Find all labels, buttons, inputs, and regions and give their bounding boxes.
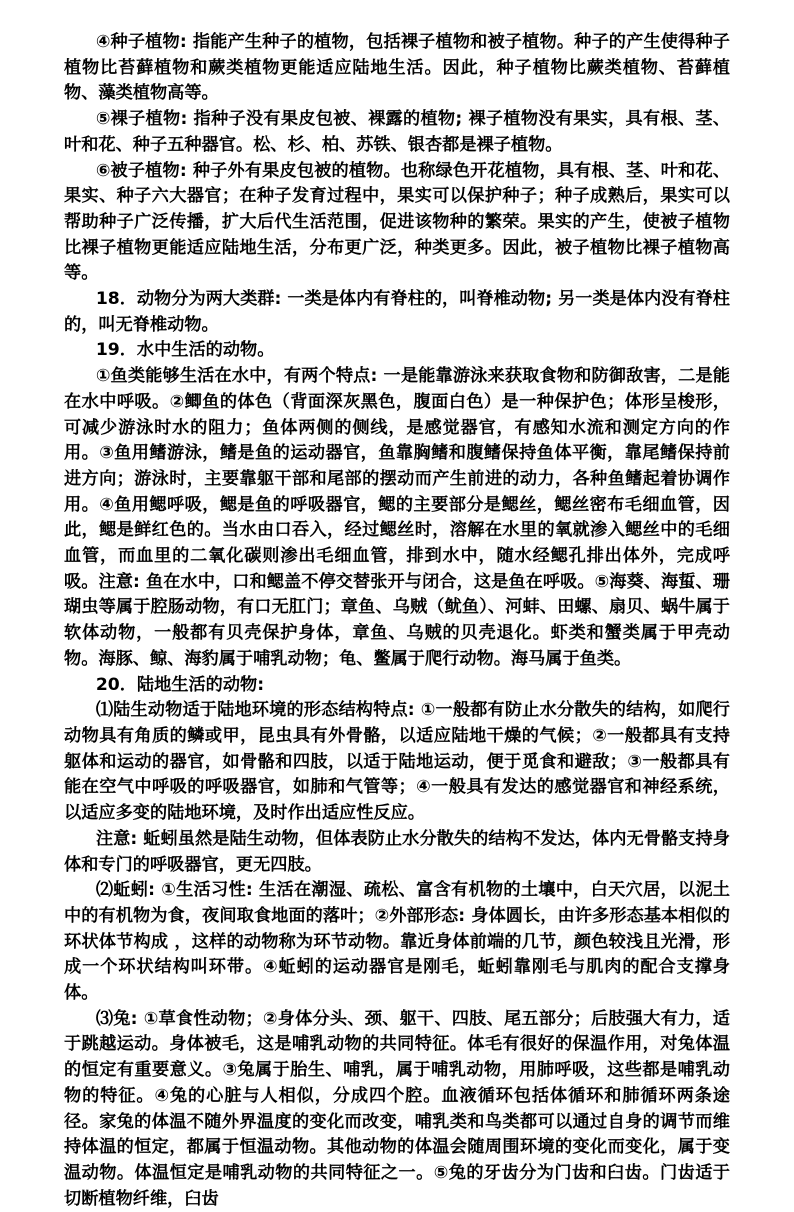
paragraph-gymnosperms: ⑤裸子植物: 指种子没有果皮包被、裸露的植物; 裸子植物没有果实，具有根、茎、叶和花、种子五种器官。松、杉、柏、苏铁、银杏都是裸子植物。 (64, 109, 730, 155)
paragraph-earthworm: ⑵蚯蚓: ①生活习性: 生活在潮湿、疏松、富含有机物的土壤中，白天穴居，以泥土中的有机物为食，夜间取食地面的落叶；②外部形态: 身体圆长，由许多形态基本相似的环状体节构成 ，这样的动物称为环节动物。靠近身体前端的几节，颜色较浅且光滑，形成一个环状结构叫环带。④蚯蚓的运动器官是刚毛，蚯蚓靠刚毛与肌肉的配合支撑身体。 (64, 880, 730, 1004)
paragraph-item-20-heading: 20．陆地生活的动物: (95, 674, 265, 695)
paragraph-item-19-heading: 19．水中生活的动物。 (95, 340, 275, 361)
paragraph-aquatic-animals: ①鱼类能够生活在水中，有两个特点: 一是能靠游泳来获取食物和防御敌害，二是能在水中呼吸。②鲫鱼的体色（背面深灰黑色，腹面白色）是一种保护色；体形呈梭形，可减少游泳时水的阻力；鱼体两侧的侧线，是感觉器官，有感知水流和测定方向的作用。③鱼用鳍游泳，鳍是鱼的运动器官，鱼靠胸鳍和腹鳍保持鱼体平衡，靠尾鳍保持前进方向；游泳时，主要靠躯干部和尾部的摆动而产生前进的动力，各种鱼鳍起着协调作用。④鱼用鳃呼吸，鳃是鱼的呼吸器官，鳃的主要部分是鳃丝，鳃丝密布毛细血管，因此，鳃是鲜红色的。当水由口吞入，经过鳃丝时，溶解在水里的氧就渗入鳃丝中的毛细血管，而血里的二氧化碳则渗出毛细血管，排到水中，随水经鳃孔排出体外，完成呼吸。注意: 鱼在水中，口和鳃盖不停交替张开与闭合，这是鱼在呼吸。⑤海葵、海蜇、珊瑚虫等属于腔肠动物，有口无肛门；章鱼、乌贼（鱿鱼）、河蚌、田螺、扇贝、蜗牛属于软体动物，一般都有贝壳保护身体，章鱼、乌贼的贝壳退化。虾类和蟹类属于甲壳动物。海豚、鲸、海豹属于哺乳动物；龟、鳖属于爬行动物。海马属于鱼类。 (64, 366, 730, 669)
paragraph-angiosperms: ⑥被子植物: 种子外有果皮包被的植物。也称绿色开花植物，具有根、茎、叶和花、果实、种子六大器官；在种子发育过程中，果实可以保护种子；种子成熟后，果实可以帮助种子广泛传播，扩大后代生活范围，促进该物种的繁荣。果实的产生，使被子植物比裸子植物更能适应陆地生活，分布更广泛，种类更多。因此，被子植物比裸子植物高等。 (64, 160, 730, 284)
paragraph-seed-plants: ④种子植物: 指能产生种子的植物，包括裸子植物和被子植物。种子的产生使得种子植物比苔藓植物和蕨类植物更能适应陆地生活。因此，种子植物比蕨类植物、苔藓植物、藻类植物高等。 (64, 32, 730, 104)
document-page (64, 30, 730, 1212)
paragraph-earthworm-note: 注意: 蚯蚓虽然是陆生动物，但体表防止水分散失的结构不发达，体内无骨骼支持身体和专门的呼吸器官，更无四肢。 (64, 828, 730, 875)
paragraph-rabbit: ⑶兔: ①草食性动物；②身体分头、颈、躯干、四肢、尾五部分；后肢强大有力，适于跳越运动。身体被毛，这是哺乳动物的共同特征。体毛有很好的保温作用，对兔体温的恒定有重要意义。③兔属于胎生、哺乳，属于哺乳动物，用肺呼吸，这些都是哺乳动物的特征。④兔的心脏与人相似，分成四个腔。血液循环包括体循环和肺循环两条途径。家兔的体温不随外界温度的变化而改变，哺乳类和鸟类都可以通过自身的调节而维持体温的恒定，都属于恒温动物。其他动物的体温会随周围环境的变化而变化，属于变温动物。体温恒定是哺乳动物的共同特征之一。⑤兔的牙齿分为门齿和臼齿。门齿适于切断植物纤维，臼齿 (64, 1008, 730, 1209)
paragraph-item-18: 18．动物分为两大类群: 一类是体内有脊柱的，叫脊椎动物; 另一类是体内没有脊柱的，叫无脊椎动物。 (64, 289, 730, 335)
paragraph-land-animals: ⑴陆生动物适于陆地环境的形态结构特点: ①一般都有防止水分散失的结构，如爬行动物具有角质的鳞或甲，昆虫具有外骨骼，以适应陆地干燥的气候；②一般都具有支持躯体和运动的器官，如骨骼和四肢，以适于陆地运动，便于觅食和避敌；③一般都具有能在空气中呼吸的呼吸器官，如肺和气管等；④一般具有发达的感觉器官和神经系统，以适应多变的陆地环境，及时作出适应性反应。 (64, 700, 730, 824)
